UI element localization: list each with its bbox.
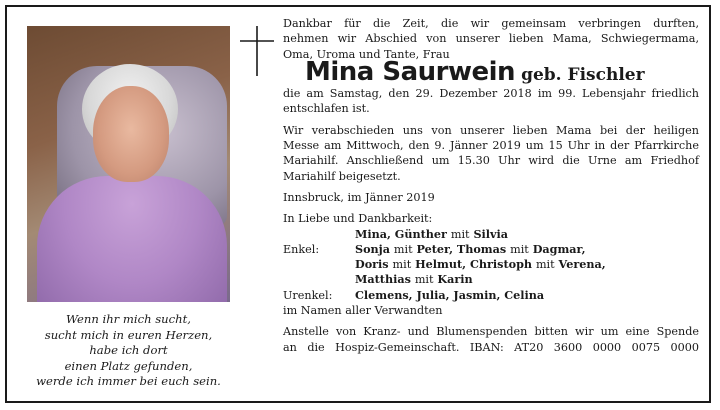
grandchild-partner: Helmut, Christoph [415, 257, 533, 272]
grandchild-partner: Karin [437, 272, 473, 287]
funeral-line: Mariahilf beigesetzt. [283, 169, 401, 183]
grandchild-name: Sonja [355, 241, 390, 256]
relatives-line: im Namen aller Verwandten [283, 304, 443, 318]
grandchildren-row [283, 272, 699, 287]
children-row [283, 227, 699, 242]
deceased-full-name: Mina Saurwein [305, 56, 516, 87]
funeral-line: Wir verabschieden uns von unserer lieben Mama bei der heiligen [283, 123, 699, 137]
photo-body [37, 176, 227, 302]
portrait-photo [27, 26, 230, 302]
deceased-name [305, 56, 699, 87]
death-line: entschlafen ist. [283, 102, 370, 116]
poem-line: sucht mich in euren Herzen, [44, 327, 213, 342]
grandchildren-row [283, 257, 699, 272]
great-grandchildren-label: Urenkel: [283, 288, 333, 302]
donation-paragraph [283, 324, 699, 355]
poem-line: einen Platz gefunden, [64, 358, 193, 373]
conjunction: mit [414, 273, 434, 287]
memorial-poem [27, 312, 230, 390]
great-grandchildren-row [283, 288, 699, 303]
donation-line: Anstelle von Kranz- und Blumenspenden bitten wir um eine Spende [283, 325, 699, 339]
grandchildren-row [283, 242, 699, 257]
conjunction: mit [392, 258, 412, 272]
place-date: Innsbruck, im Jänner 2019 [283, 190, 435, 204]
children-names: Mina, Günther [355, 226, 447, 241]
funeral-line: Mariahilf. Anschließend um 15.30 Uhr wird die Urne am Friedhof [283, 154, 699, 168]
children-partner: Silvia [473, 226, 509, 241]
grandchild-name: Matthias [355, 272, 411, 287]
conjunction: mit [535, 258, 555, 272]
intro-paragraph [283, 16, 699, 62]
funeral-paragraph [283, 123, 699, 184]
conjunction: mit [450, 227, 470, 241]
intro-line: Oma, Uroma und Tante, Frau [283, 47, 450, 61]
cross-icon [240, 26, 274, 76]
poem-line: werde ich immer bei euch sein. [36, 374, 221, 388]
poem-line: Wenn ihr mich sucht, [66, 312, 191, 326]
notice-text [283, 16, 699, 355]
birth-name: geb. Fischler [521, 64, 645, 85]
intro-line: Dankbar für die Zeit, die wir gemeinsam verbringen durften, [283, 17, 699, 30]
conjunction: mit [393, 242, 413, 256]
love-line: In Liebe und Dankbarkeit: [283, 212, 433, 226]
grandchild-partner: Dagmar, [532, 241, 586, 256]
death-line: die am Samstag, den 29. Dezember 2018 im 99. Lebensjahr friedlich [283, 87, 699, 101]
grandchildren-label: Enkel: [283, 242, 320, 256]
grandchild-partner: Verena, [558, 257, 606, 272]
photo-face [93, 86, 169, 182]
funeral-line: Messe am Mittwoch, den 9. Jänner 2019 um 15 Uhr in der Pfarrkirche [283, 139, 699, 153]
family-list [283, 211, 699, 318]
great-grandchildren-names: Clemens, Julia, Jasmin, Celina [355, 287, 545, 302]
donation-line: an die Hospiz-Gemeinschaft. IBAN: AT20 3600 0000 0075 0000 [283, 340, 699, 354]
conjunction: mit [510, 242, 529, 256]
grandchild-name: Doris [355, 257, 389, 272]
intro-line: nehmen wir Abschied von unserer lieben Mama, Schwiegermama, [283, 32, 699, 46]
death-paragraph [283, 86, 699, 117]
grandchild-partner: Peter, Thomas [416, 241, 507, 256]
poem-line: habe ich dort [89, 343, 168, 357]
